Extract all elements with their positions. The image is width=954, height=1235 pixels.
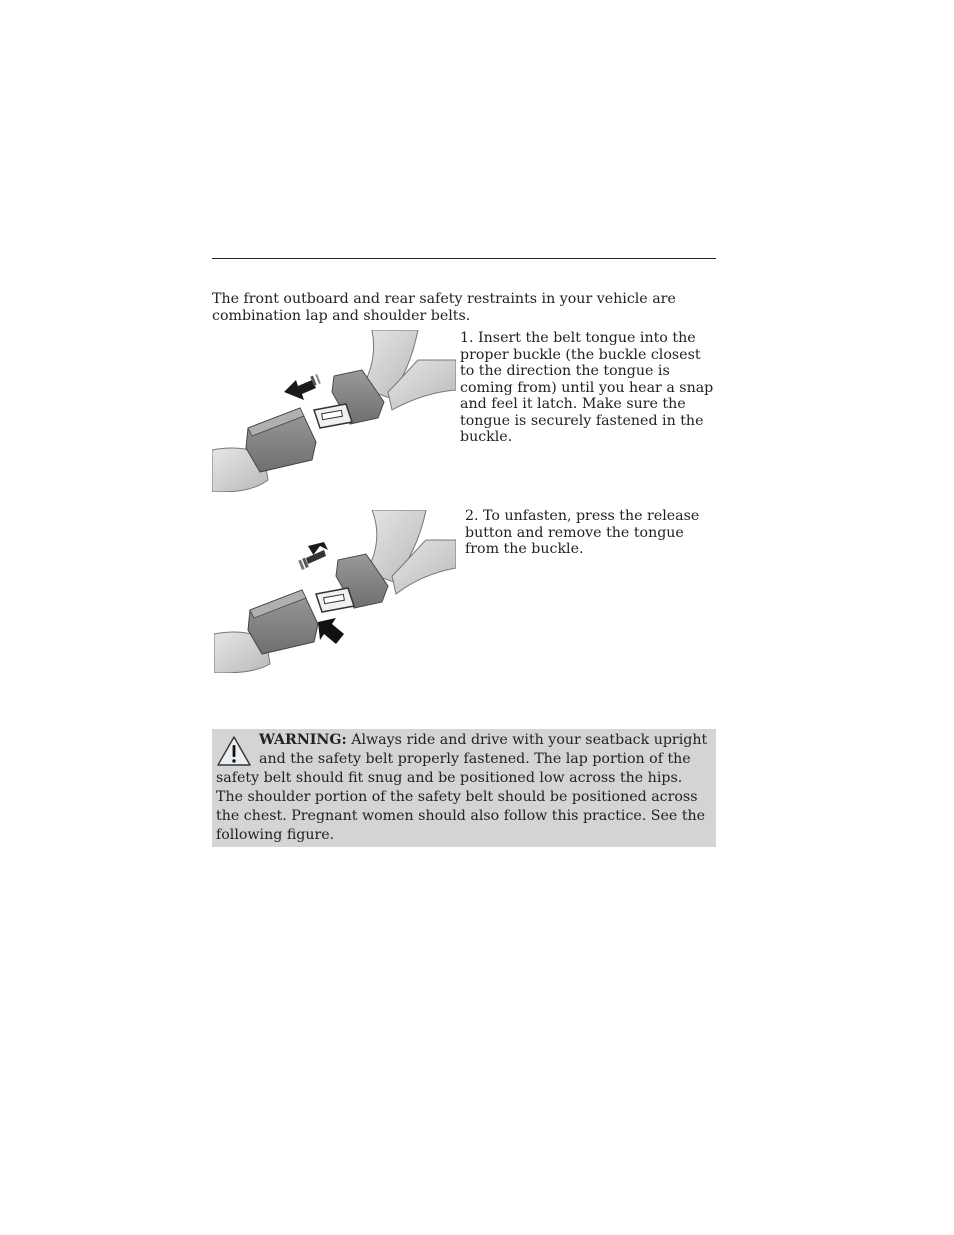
warning-label: WARNING: [259,732,347,748]
release-arrow-icon [318,618,344,644]
buckle-release-figure [214,510,456,673]
header-rule [212,258,716,259]
insert-arrow-icon [284,374,321,400]
step-2-text: 2. To unfasten, press the release button and remove the tongue from the buckle. [465,508,700,557]
buckle-insert-figure [212,330,456,492]
intro-paragraph: The front outboard and rear safety restraints in your vehicle are combination lap and shoulder belts. [212,291,676,324]
warning-text: Always ride and drive with your seatback upright and the safety belt properly fastened. The lap portion of the safety belt should fit snug and be positioned low across the hips. The shoulder portion of the safety belt should be positioned across the chest. Pregnant women should also follow this practice. See the following figure. [216,732,708,843]
warning-box [212,729,716,847]
warning-triangle-icon [216,734,252,768]
step-1-text: 1. Insert the belt tongue into the proper buckle (the buckle closest to the direction the tongue is coming from) until you hear a snap and feel it latch. Make sure the tongue is securely fastened in the buckle. [460,330,714,445]
pull-arrow-icon [298,542,328,570]
